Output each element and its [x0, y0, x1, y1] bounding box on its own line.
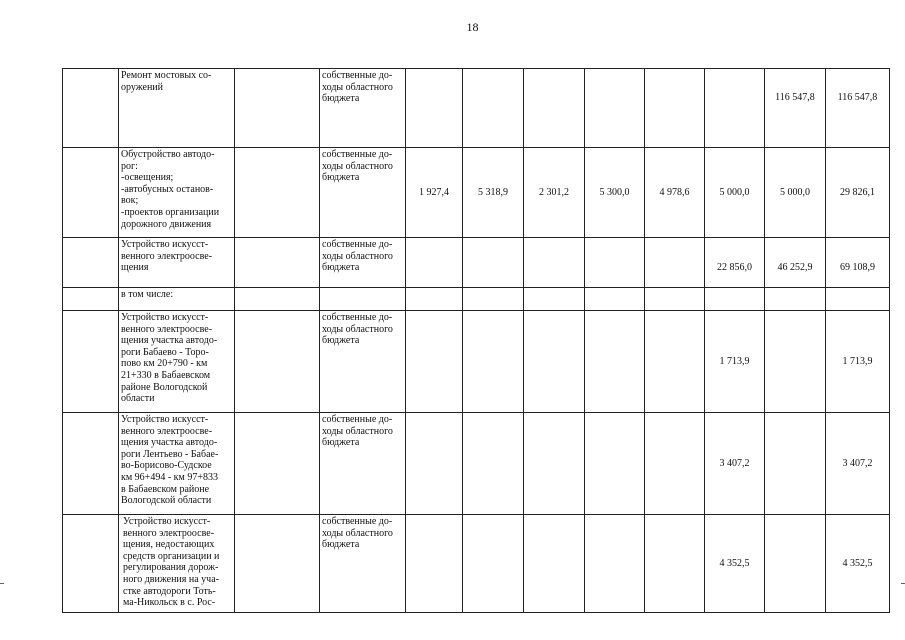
executor-cell: [235, 238, 320, 288]
funding-source-cell: [320, 69, 406, 148]
year-value-cell: [524, 69, 585, 148]
year-value-cell: 1 927,4: [406, 148, 463, 238]
activity-name-cell: [119, 288, 235, 311]
row-number-cell: [63, 148, 119, 238]
activity-name-line: оружений: [121, 81, 164, 93]
activity-name-line: стке автодороги Тоть-: [123, 585, 216, 597]
activity-name-line: Ремонт мостовых со-: [121, 70, 212, 81]
row-number-cell: [63, 413, 119, 515]
year-value-cell: [463, 515, 524, 613]
activity-name-line: венного электроосве-: [121, 425, 213, 437]
total-value-cell: 1 713,9: [826, 311, 890, 413]
activity-name-line: км 96+494 - км 97+833: [121, 471, 218, 483]
executor-cell: [235, 413, 320, 515]
activity-name-line: роги Лентьево - Бабае-: [121, 448, 219, 460]
executor-cell: [235, 288, 320, 311]
funding-source-line: ходы областного: [322, 323, 393, 335]
funding-source-line: бюджета: [322, 437, 360, 449]
year-value-cell: [406, 311, 463, 413]
year-value-cell: [765, 311, 826, 413]
year-value-cell: [585, 69, 645, 148]
activity-name-cell: [119, 69, 235, 148]
activity-name-line: во-Борисово-Судское: [121, 460, 212, 472]
activity-name-line: области: [121, 393, 155, 405]
total-value-cell: 29 826,1: [826, 148, 890, 238]
year-value-cell: [463, 311, 524, 413]
funding-source-line: ходы областного: [322, 250, 393, 262]
table-row: [63, 413, 890, 515]
scan-edge-mark: [901, 583, 905, 584]
activity-name-line: венного электроосве-: [121, 323, 213, 335]
scan-edge-mark: [0, 583, 4, 584]
table-row: [63, 238, 890, 288]
activity-name-line: венного электроосве-: [123, 527, 215, 539]
funding-source-line: собственные до-: [322, 516, 393, 527]
activity-name-line: -автобусных останов-: [121, 183, 214, 195]
funding-source-cell: [320, 238, 406, 288]
executor-cell: [235, 148, 320, 238]
year-value-cell: [406, 515, 463, 613]
year-value-cell: 5 000,0: [765, 148, 826, 238]
year-value-cell: [463, 288, 524, 311]
budget-table: [62, 68, 890, 613]
page-number: 18: [466, 20, 479, 34]
year-value-cell: [705, 69, 765, 148]
activity-name-line: пово км 20+790 - км: [121, 358, 208, 370]
year-value-cell: 5 318,9: [463, 148, 524, 238]
funding-source-line: собственные до-: [322, 414, 393, 425]
year-value-cell: [645, 311, 705, 413]
activity-name-line: -проектов организации: [121, 206, 220, 218]
activity-name-line: вок;: [121, 195, 139, 207]
total-value-cell: 3 407,2: [826, 413, 890, 515]
activity-name-cell: [119, 238, 235, 288]
activity-name-line: районе Вологодской: [121, 381, 208, 393]
activity-name-line: ма-Никольск в с. Рос-: [123, 597, 216, 609]
funding-source-cell: [320, 515, 406, 613]
year-value-cell: [765, 288, 826, 311]
year-value-cell: [524, 238, 585, 288]
activity-name-line: рог:: [121, 160, 138, 172]
year-value-cell: [645, 515, 705, 613]
year-value-cell: [406, 69, 463, 148]
table-row: [63, 69, 890, 148]
activity-name-line: Устройство искусст-: [121, 312, 209, 323]
year-value-cell: [585, 311, 645, 413]
funding-source-line: собственные до-: [322, 312, 393, 323]
year-value-cell: [524, 311, 585, 413]
row-number-cell: [63, 238, 119, 288]
funding-source-line: собственные до-: [322, 70, 393, 81]
year-value-cell: [524, 515, 585, 613]
year-value-cell: 5 300,0: [585, 148, 645, 238]
year-value-cell: [463, 238, 524, 288]
year-value-cell: [765, 515, 826, 613]
year-value-cell: [765, 413, 826, 515]
year-value-cell: [406, 288, 463, 311]
year-value-cell: 4 352,5: [705, 515, 765, 613]
year-value-cell: [585, 288, 645, 311]
funding-source-line: ходы областного: [322, 160, 393, 172]
funding-source-cell: [320, 148, 406, 238]
year-value-cell: 4 978,6: [645, 148, 705, 238]
activity-name-line: щения: [121, 262, 149, 274]
funding-source-line: бюджета: [322, 93, 360, 105]
table-row: [63, 515, 890, 613]
funding-source-line: бюджета: [322, 172, 360, 184]
activity-name-cell: [119, 148, 235, 238]
year-value-cell: [585, 413, 645, 515]
year-value-cell: 46 252,9: [765, 238, 826, 288]
activity-name-line: Устройство искусст-: [121, 239, 209, 250]
activity-name-cell: [119, 413, 235, 515]
year-value-cell: [705, 288, 765, 311]
funding-source-line: собственные до-: [322, 239, 393, 250]
funding-source-line: бюджета: [322, 335, 360, 347]
activity-name-line: в том числе:: [121, 289, 174, 300]
funding-source-cell: [320, 413, 406, 515]
year-value-cell: [585, 515, 645, 613]
year-value-cell: [645, 238, 705, 288]
year-value-cell: [524, 413, 585, 515]
funding-source-cell: [320, 311, 406, 413]
table-row: [63, 311, 890, 413]
total-value-cell: 69 108,9: [826, 238, 890, 288]
funding-source-line: собственные до-: [322, 149, 393, 160]
activity-name-line: -освещения;: [121, 172, 174, 184]
activity-name-cell: [119, 515, 235, 613]
row-number-cell: [63, 311, 119, 413]
activity-name-line: щения участка автодо-: [121, 335, 218, 347]
funding-source-line: бюджета: [322, 262, 360, 274]
year-value-cell: [463, 413, 524, 515]
activity-name-line: венного электроосве-: [121, 250, 213, 262]
year-value-cell: [645, 413, 705, 515]
row-number-cell: [63, 69, 119, 148]
activity-name-line: Устройство искусст-: [121, 414, 209, 425]
year-value-cell: [406, 413, 463, 515]
funding-source-cell: [320, 288, 406, 311]
activity-name-line: щения участка автодо-: [121, 437, 218, 449]
funding-source-line: ходы областного: [322, 425, 393, 437]
funding-source-line: бюджета: [322, 539, 360, 551]
activity-name-cell: [119, 311, 235, 413]
total-value-cell: 4 352,5: [826, 515, 890, 613]
year-value-cell: [463, 69, 524, 148]
activity-name-line: Обустройство автодо-: [121, 149, 215, 160]
year-value-cell: [585, 238, 645, 288]
year-value-cell: 5 000,0: [705, 148, 765, 238]
executor-cell: [235, 311, 320, 413]
activity-name-line: ного движения на уча-: [123, 573, 219, 585]
table-row: [63, 148, 890, 238]
year-value-cell: 1 713,9: [705, 311, 765, 413]
executor-cell: [235, 515, 320, 613]
year-value-cell: 2 301,2: [524, 148, 585, 238]
row-number-cell: [63, 515, 119, 613]
activity-name-line: Устройство искусст-: [123, 516, 211, 527]
year-value-cell: 3 407,2: [705, 413, 765, 515]
activity-name-line: 21+330 в Бабаевском: [121, 369, 211, 381]
activity-name-line: в Бабаевском районе: [121, 483, 210, 495]
year-value-cell: 116 547,8: [765, 69, 826, 148]
activity-name-line: Вологодской области: [121, 495, 212, 507]
total-value-cell: [826, 288, 890, 311]
activity-name-line: дорожного движения: [121, 218, 212, 230]
funding-source-line: ходы областного: [322, 527, 393, 539]
total-value-cell: 116 547,8: [826, 69, 890, 148]
year-value-cell: [645, 69, 705, 148]
row-number-cell: [63, 288, 119, 311]
year-value-cell: 22 856,0: [705, 238, 765, 288]
year-value-cell: [406, 238, 463, 288]
activity-name-line: регулирования дорож-: [123, 562, 219, 574]
funding-source-line: ходы областного: [322, 81, 393, 93]
year-value-cell: [645, 288, 705, 311]
table-row: [63, 288, 890, 311]
executor-cell: [235, 69, 320, 148]
activity-name-line: щения, недостающих: [123, 539, 215, 551]
year-value-cell: [524, 288, 585, 311]
activity-name-line: роги Бабаево - Торо-: [121, 346, 209, 358]
activity-name-line: средств организации и: [123, 550, 220, 562]
